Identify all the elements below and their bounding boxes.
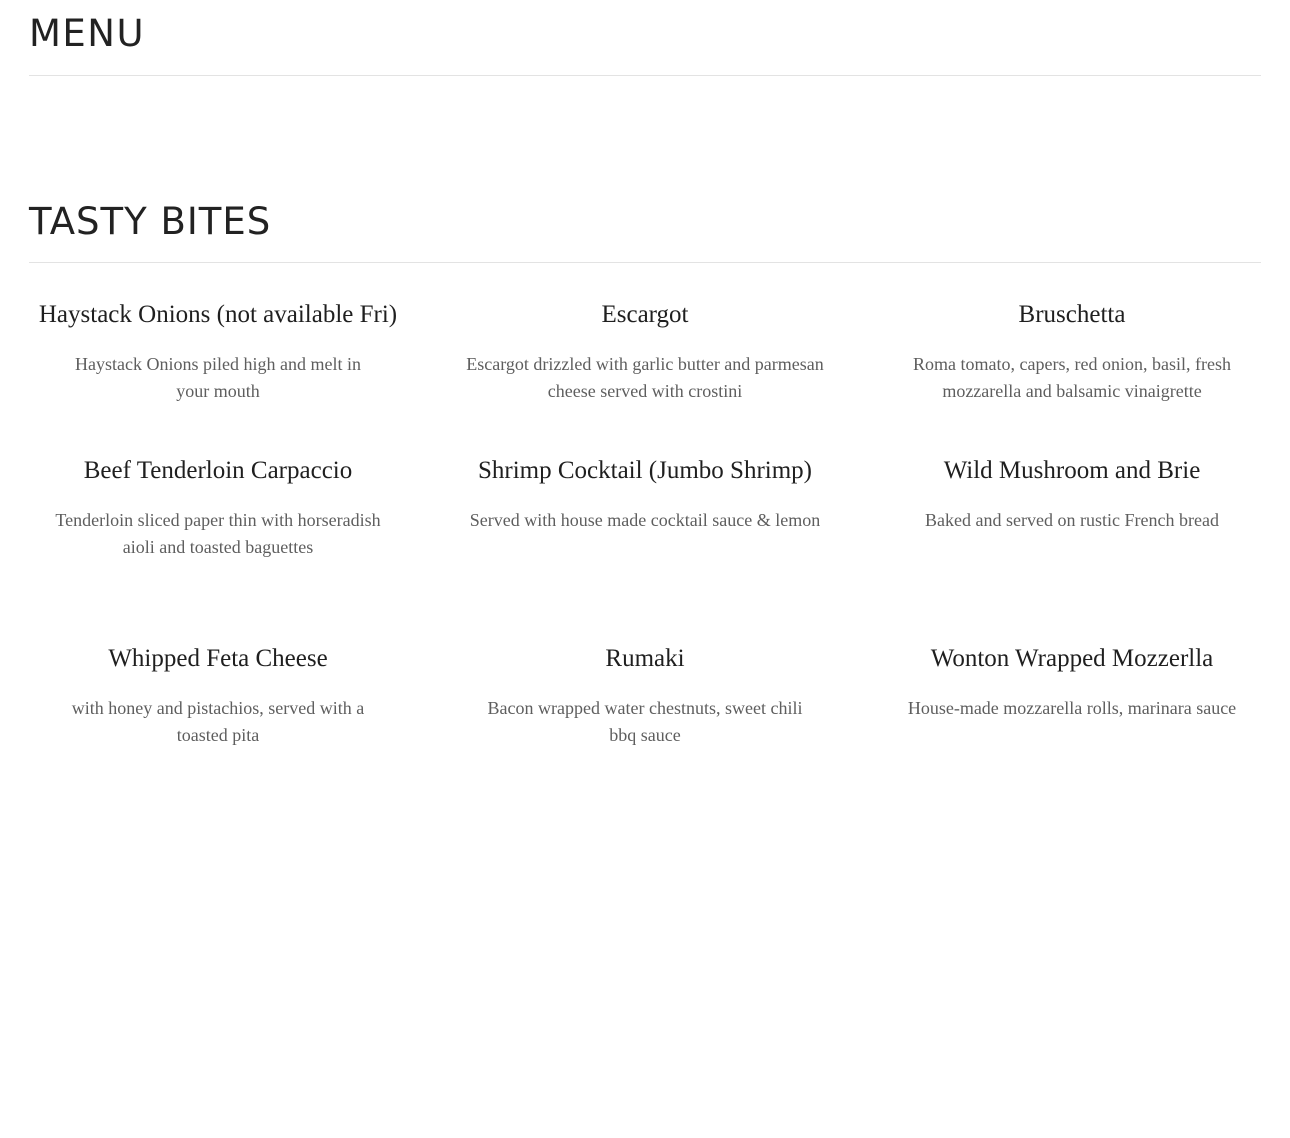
menu-item-description: Escargot drizzled with garlic butter and parmesan cheese served with crostini (466, 354, 824, 401)
menu-item-description: Tenderloin sliced paper thin with horseradish aioli and toasted baguettes (55, 510, 381, 557)
menu-item (883, 643, 1261, 722)
menu-item (456, 455, 834, 534)
menu-item-description: House-made mozzarella rolls, marinara sauce (907, 698, 1237, 718)
menu-item-name: Shrimp Cocktail (Jumbo Shrimp) (477, 457, 813, 484)
section-title: TASTY BITES (29, 200, 272, 243)
section-header (29, 188, 1261, 263)
menu-item-description: with honey and pistachios, served with a toasted pita (71, 698, 365, 745)
menu-item-name: Rumaki (605, 645, 685, 672)
menu-item (456, 299, 834, 405)
page-title: MENU (29, 12, 146, 55)
menu-item-name: Bruschetta (1018, 301, 1126, 328)
menu-item-name: Escargot (601, 301, 689, 328)
menu-item (883, 455, 1261, 534)
menu-item (29, 455, 407, 561)
menu-item-description: Bacon wrapped water chestnuts, sweet chili bbq sauce (487, 698, 803, 745)
menu-item-description: Served with house made cocktail sauce & lemon (469, 510, 821, 530)
menu-item (883, 299, 1261, 405)
menu-item-name: Whipped Feta Cheese (108, 645, 328, 672)
menu-item (29, 643, 407, 749)
menu-section-tasty-bites (29, 188, 1261, 745)
menu-item-description: Roma tomato, capers, red onion, basil, fresh mozzarella and balsamic vinaigrette (913, 354, 1231, 401)
menu-item-name: Haystack Onions (not available Fri) (38, 301, 398, 328)
menu-item-name: Wild Mushroom and Brie (943, 457, 1201, 484)
menu-item-description: Baked and served on rustic French bread (925, 510, 1219, 530)
menu-item (29, 299, 407, 405)
menu-item-description: Haystack Onions piled high and melt in your mouth (75, 354, 361, 401)
menu-item-name: Wonton Wrapped Mozzerlla (930, 645, 1214, 672)
menu-item-name: Beef Tenderloin Carpaccio (83, 457, 353, 484)
page-header (29, 0, 1261, 76)
menu-item (456, 643, 834, 749)
